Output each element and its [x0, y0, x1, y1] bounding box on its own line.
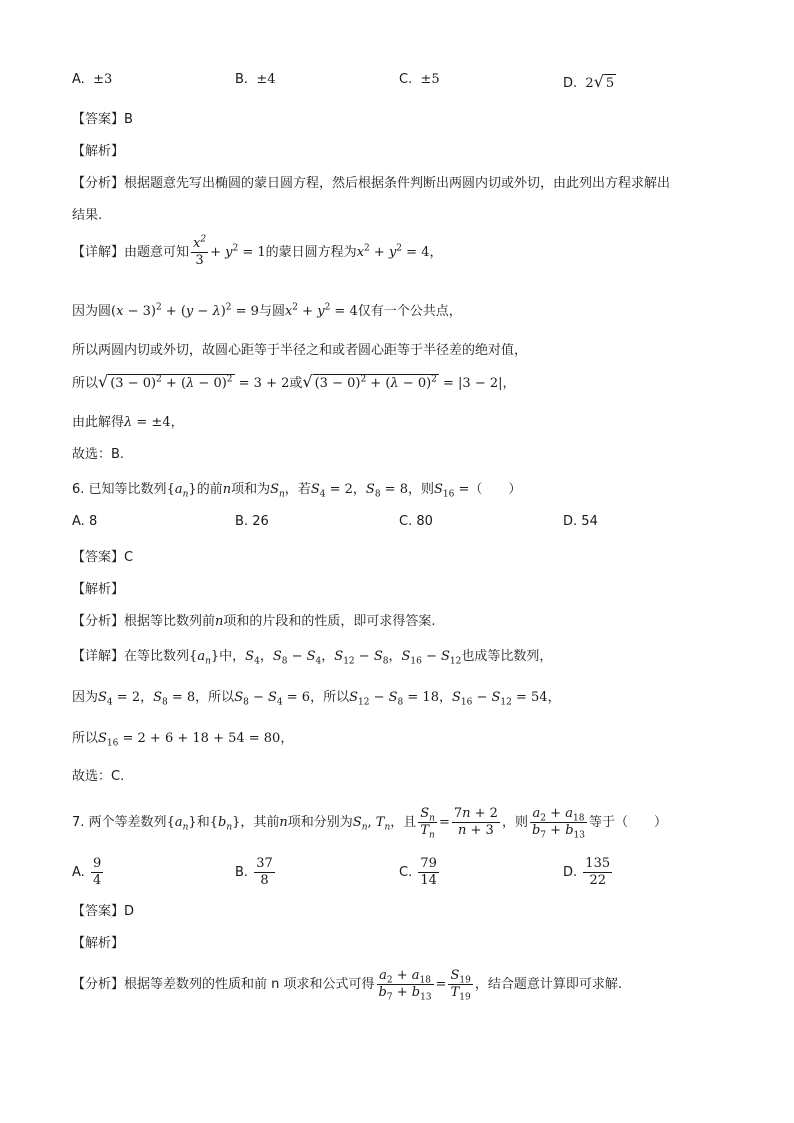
- q5-detail-line1: 【详解】由题意可知 $\frac{x^2}{3}$ + $y^2 = 1$的蒙日圆方程为$x^2 + y^2 = 4$，: [72, 234, 443, 268]
- q6-detail-line3: 所以$S_{16} = 2 + 6 + 18 + 54 = 80$，: [72, 731, 294, 749]
- q6-answer: 【答案】C: [72, 550, 134, 565]
- q6-fenxi: 【分析】根据等比数列前n项和的片段和的性质，即可求得答案.: [72, 614, 436, 629]
- q6-option-a: A. 8: [72, 514, 98, 529]
- q7-fenxi: 【分析】根据等差数列的性质和前 n 项求和公式可得 $\frac{a_2 + a_{18}}{b_7 + b_{13}}$ = $\frac{S_{19}}{T_{19}}$ ，结合题意计算即可求解.: [72, 968, 622, 1003]
- q5-option-c: C. ±5: [399, 72, 440, 87]
- q7-question: 7. 两个等差数列$\{a_n\}$和$\{b_n\}$，其前n项和分别为$S_n$, $T_n$，且 $\frac{S_n}{T_n}$ = $\frac{7n + 2}{n + 3}$ ，则 $\frac{a_2 + a_{18}}{b_7 + b_{13}}$ 等于（ ）: [72, 806, 667, 841]
- q5-fenxi-line1: 【分析】根据题意先写出椭圆的蒙日圆方程，然后根据条件判断出两圆内切或外切，由此列出方程求解出: [72, 176, 671, 191]
- q6-detail-line1: 【详解】在等比数列$\{a_n\}$中，$S_4$，$S_8 - S_4$，$S_{12} - S_8$，$S_{16} - S_{12}$也成等比数列，: [72, 649, 553, 667]
- q5-detail-line3: 所以两圆内切或外切，故圆心距等于半径之和或者圆心距等于半径差的绝对值，: [72, 343, 528, 358]
- q5-detail-line2: 因为圆$(x - 3)^2 + (y - \lambda)^2 = 9$与圆$x^2 + y^2 = 4$仅有一个公共点，: [72, 302, 462, 319]
- q5-answer: 【答案】B: [72, 112, 133, 127]
- q6-option-c: C. 80: [399, 514, 433, 529]
- q5-option-b: B. ±4: [235, 72, 276, 87]
- q7-option-c: C. $\frac{79}{14}$: [399, 856, 437, 888]
- q7-option-a: A. $\frac{9}{4}$: [72, 856, 102, 888]
- q6-option-d: D. 54: [563, 514, 598, 529]
- q5-option-d: D. 2√ 5: [563, 72, 615, 91]
- q5-final-choice: 故选：B.: [72, 447, 125, 462]
- q5-option-a: A. ±3: [72, 72, 113, 87]
- q6-question: 6. 已知等比数列$\{a_n\}$的前n项和为$S_n$，若$S_4 = 2$，$S_8 = 8$，则$S_{16}$ =（ ）: [72, 482, 522, 500]
- q7-analysis-heading: 【解析】: [72, 936, 125, 951]
- q6-detail-line2: 因为$S_4 = 2$，$S_8 = 8$，所以$S_8 - S_4 = 6$，所以$S_{12} - S_8 = 18$，$S_{16} - S_{12} = 54$，: [72, 690, 561, 708]
- q6-analysis-heading: 【解析】: [72, 582, 125, 597]
- q7-option-d: D. $\frac{135}{22}$: [563, 856, 611, 888]
- q6-option-b: B. 26: [235, 514, 269, 529]
- q6-options: [72, 514, 722, 534]
- q7-answer: 【答案】D: [72, 904, 135, 919]
- q6-final-choice: 故选：C.: [72, 769, 125, 784]
- q5-fenxi-line2: 结果.: [72, 208, 103, 223]
- q5-detail-line4: 所以√ $(3 - 0)^2 + (\lambda - 0)^2 = 3 + 2$或√ $(3 - 0)^2 + (\lambda - 0)^2 = |3 - 2|$，: [72, 372, 516, 391]
- q5-options: [72, 72, 722, 92]
- q7-options: [72, 856, 722, 888]
- q5-detail-line5: 由此解得λ = ±4，: [72, 415, 184, 430]
- q7-option-b: B. $\frac{37}{8}$: [235, 856, 273, 888]
- q5-analysis-heading: 【解析】: [72, 144, 125, 159]
